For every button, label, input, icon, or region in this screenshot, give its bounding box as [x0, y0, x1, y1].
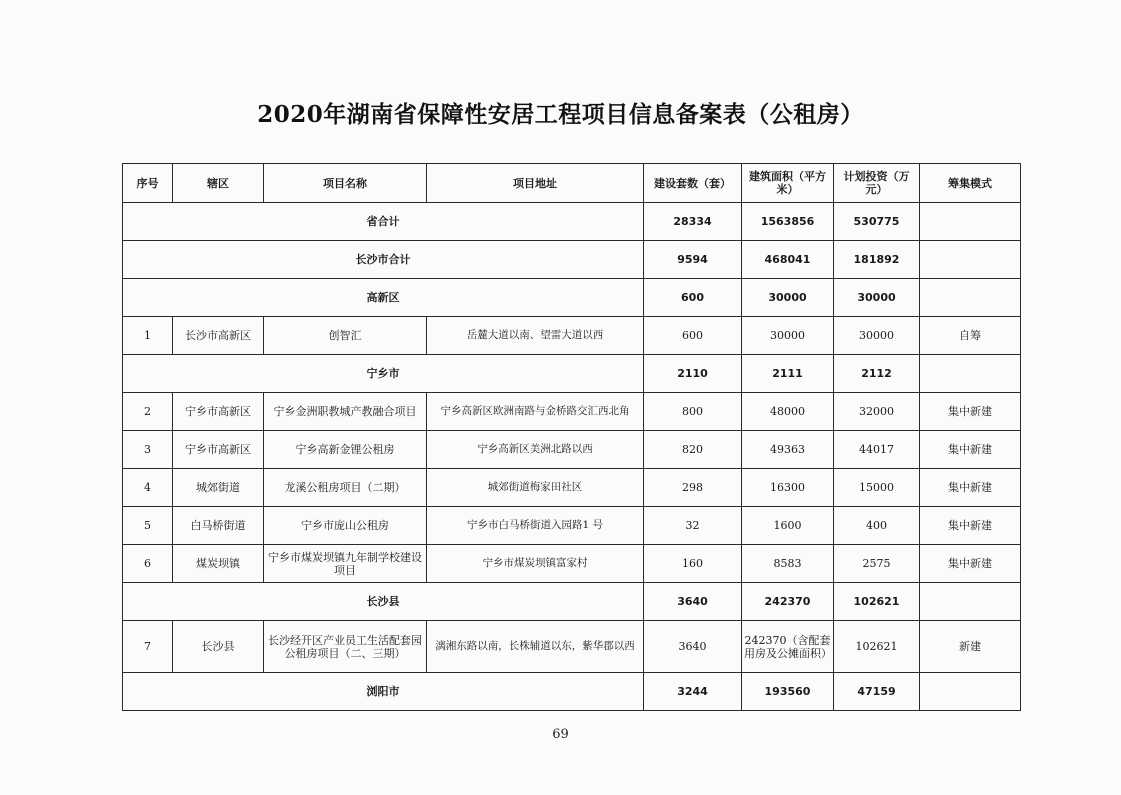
subtotal-units: 9594: [644, 241, 742, 279]
subtotal-funding: [920, 673, 1021, 711]
subtotal-area: 30000: [742, 279, 834, 317]
subtotal-label: 高新区: [123, 279, 644, 317]
cell-seq: 6: [123, 545, 173, 583]
cell-units: 298: [644, 469, 742, 507]
cell-address: 漓湘东路以南，长株辅道以东，紫华郡以西: [427, 621, 644, 673]
subtotal-row: [123, 203, 1021, 241]
cell-units: 3640: [644, 621, 742, 673]
subtotal-units: 3244: [644, 673, 742, 711]
cell-units: 820: [644, 431, 742, 469]
header-units: 建设套数（套）: [644, 164, 742, 203]
subtotal-row: [123, 241, 1021, 279]
header-project-name: 项目名称: [264, 164, 427, 203]
cell-area: 16300: [742, 469, 834, 507]
cell-funding: 集中新建: [920, 545, 1021, 583]
cell-address: 宁乡市煤炭坝镇富家村: [427, 545, 644, 583]
cell-seq: 7: [123, 621, 173, 673]
project-row: [123, 393, 1021, 431]
cell-area: 242370（含配套用房及公摊面积）: [742, 621, 834, 673]
subtotal-area: 242370: [742, 583, 834, 621]
cell-funding: 集中新建: [920, 393, 1021, 431]
cell-area: 8583: [742, 545, 834, 583]
subtotal-funding: [920, 583, 1021, 621]
document-title: 2020年湖南省保障性安居工程项目信息备案表（公租房）: [257, 101, 864, 128]
header-district: 辖区: [173, 164, 264, 203]
subtotal-funding: [920, 241, 1021, 279]
cell-district: 长沙县: [173, 621, 264, 673]
cell-district: 煤炭坝镇: [173, 545, 264, 583]
cell-area: 48000: [742, 393, 834, 431]
project-row: [123, 507, 1021, 545]
project-row: [123, 469, 1021, 507]
cell-funding: 集中新建: [920, 431, 1021, 469]
cell-district: 长沙市高新区: [173, 317, 264, 355]
cell-project-name: 宁乡市煤炭坝镇九年制学校建设项目: [264, 545, 427, 583]
cell-address: 岳麓大道以南、望雷大道以西: [427, 317, 644, 355]
subtotal-row: [123, 583, 1021, 621]
cell-district: 宁乡市高新区: [173, 431, 264, 469]
subtotal-label: 浏阳市: [123, 673, 644, 711]
cell-project-name: 长沙经开区产业员工生活配套园公租房项目（二、三期）: [264, 621, 427, 673]
cell-area: 30000: [742, 317, 834, 355]
cell-investment: 44017: [834, 431, 920, 469]
header-seq: 序号: [123, 164, 173, 203]
cell-funding: 新建: [920, 621, 1021, 673]
cell-investment: 2575: [834, 545, 920, 583]
subtotal-area: 1563856: [742, 203, 834, 241]
cell-funding: 自筹: [920, 317, 1021, 355]
project-record-table: [122, 163, 1021, 711]
header-row: [123, 164, 1021, 203]
cell-units: 32: [644, 507, 742, 545]
cell-funding: 集中新建: [920, 507, 1021, 545]
subtotal-investment: 30000: [834, 279, 920, 317]
subtotal-label: 长沙县: [123, 583, 644, 621]
cell-funding: 集中新建: [920, 469, 1021, 507]
cell-address: 宁乡市白马桥街道入园路1 号: [427, 507, 644, 545]
project-row: [123, 317, 1021, 355]
cell-seq: 4: [123, 469, 173, 507]
cell-area: 1600: [742, 507, 834, 545]
subtotal-row: [123, 355, 1021, 393]
subtotal-label: 宁乡市: [123, 355, 644, 393]
cell-area: 49363: [742, 431, 834, 469]
subtotal-units: 2110: [644, 355, 742, 393]
header-funding-mode: 筹集模式: [920, 164, 1021, 203]
cell-seq: 2: [123, 393, 173, 431]
page-number: 69: [552, 727, 569, 742]
cell-project-name: 龙溪公租房项目（二期）: [264, 469, 427, 507]
cell-address: 宁乡高新区欧洲南路与金桥路交汇西北角: [427, 393, 644, 431]
project-row: [123, 545, 1021, 583]
subtotal-area: 2111: [742, 355, 834, 393]
subtotal-investment: 2112: [834, 355, 920, 393]
subtotal-investment: 181892: [834, 241, 920, 279]
subtotal-funding: [920, 355, 1021, 393]
header-planned-investment: 计划投资（万元）: [834, 164, 920, 203]
cell-district: 城郊街道: [173, 469, 264, 507]
cell-seq: 3: [123, 431, 173, 469]
subtotal-units: 3640: [644, 583, 742, 621]
cell-investment: 102621: [834, 621, 920, 673]
subtotal-investment: 530775: [834, 203, 920, 241]
cell-units: 800: [644, 393, 742, 431]
cell-units: 600: [644, 317, 742, 355]
cell-seq: 5: [123, 507, 173, 545]
subtotal-area: 193560: [742, 673, 834, 711]
subtotal-investment: 102621: [834, 583, 920, 621]
cell-project-name: 宁乡市庞山公租房: [264, 507, 427, 545]
cell-district: 宁乡市高新区: [173, 393, 264, 431]
cell-district: 白马桥街道: [173, 507, 264, 545]
cell-project-name: 宁乡高新金锂公租房: [264, 431, 427, 469]
cell-project-name: 宁乡金洲职教城产教融合项目: [264, 393, 427, 431]
cell-investment: 30000: [834, 317, 920, 355]
cell-units: 160: [644, 545, 742, 583]
cell-address: 宁乡高新区美洲北路以西: [427, 431, 644, 469]
subtotal-funding: [920, 279, 1021, 317]
subtotal-investment: 47159: [834, 673, 920, 711]
project-row: [123, 431, 1021, 469]
cell-investment: 15000: [834, 469, 920, 507]
subtotal-label: 省合计: [123, 203, 644, 241]
subtotal-area: 468041: [742, 241, 834, 279]
cell-investment: 32000: [834, 393, 920, 431]
subtotal-units: 28334: [644, 203, 742, 241]
subtotal-funding: [920, 203, 1021, 241]
subtotal-row: [123, 673, 1021, 711]
cell-seq: 1: [123, 317, 173, 355]
header-project-address: 项目地址: [427, 164, 644, 203]
subtotal-label: 长沙市合计: [123, 241, 644, 279]
subtotal-row: [123, 279, 1021, 317]
cell-address: 城郊街道梅家田社区: [427, 469, 644, 507]
project-row: [123, 621, 1021, 673]
cell-project-name: 创智汇: [264, 317, 427, 355]
header-floor-area: 建筑面积（平方米）: [742, 164, 834, 203]
subtotal-units: 600: [644, 279, 742, 317]
cell-investment: 400: [834, 507, 920, 545]
